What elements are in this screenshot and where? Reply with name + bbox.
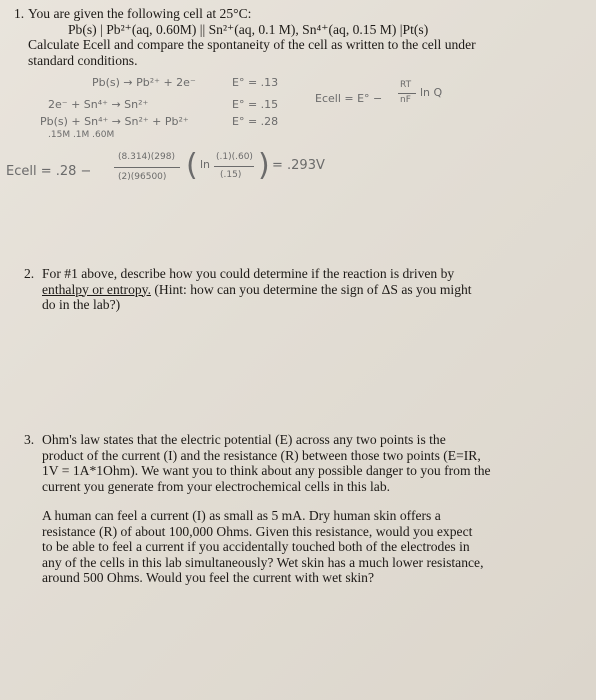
q1-instruction-line: Calculate Ecell and compare the spontaneity of the cell as written to the cell under xyxy=(28,37,476,52)
calc-ln: ln xyxy=(200,158,211,171)
question-number: 2. xyxy=(24,266,35,281)
q1-instruction-line: standard conditions. xyxy=(28,52,138,68)
question-text xyxy=(42,432,582,586)
overall-potential: E° = .28 xyxy=(232,115,279,128)
half-reaction-1: Pb(s) → Pb²⁺ + 2e⁻ xyxy=(92,76,196,89)
q1-intro: You are given the following cell at 25°C: xyxy=(28,6,252,21)
calc-q-numerator: (.1)(.60) xyxy=(216,152,253,162)
question-number: 1. xyxy=(14,6,25,21)
q2-line-2: enthalpy or entropy. (Hint: how can you determine the sign of ΔS as you might xyxy=(42,281,472,297)
underlined-phrase: enthalpy or entropy. xyxy=(42,281,151,297)
q3-paragraph-1: Ohm's law states that the electric potential (E) across any two points is the product of the current (I) and the resistance (R) between those two points (E=IR, 1V = 1A*1Ohm). We want you to think about any possible danger to you from the current you generate from your electrochemical cells in this lab. xyxy=(42,432,491,494)
question-number: 3. xyxy=(24,432,35,447)
concentrations: .15M .1M .60M xyxy=(48,130,115,140)
calc-result: = .293V xyxy=(272,158,325,173)
calc-lhs: Ecell = .28 − xyxy=(6,164,92,179)
nernst-fraction-line xyxy=(398,93,416,94)
calc-denominator: (2)(96500) xyxy=(118,172,167,182)
question-text xyxy=(42,266,582,313)
open-paren: ( xyxy=(186,148,198,183)
q3-paragraph-2: A human can feel a current (I) as small as 5 mA. Dry human skin offers a resistance (R) of about 100,000 Ohms. Given this resistance, would you expect to be able to feel a current if you accidentally touched both of the electrodes in any of the cells in this lab simultaneously? Wet skin has a much lower resistance, around 500 Ohms. Would you feel the current with wet skin? xyxy=(42,508,484,585)
question-text xyxy=(28,6,582,68)
half-reaction-2: 2e⁻ + Sn⁴⁺ → Sn²⁺ xyxy=(48,98,149,111)
half-reaction-1-potential: E° = .13 xyxy=(232,76,279,89)
nernst-nf: nF xyxy=(400,95,411,105)
calc-q-denominator: (.15) xyxy=(220,170,242,180)
q2-line: do in the lab?) xyxy=(42,297,121,312)
calc-fraction-line xyxy=(114,167,180,168)
close-paren: ) xyxy=(258,148,270,183)
calc-numerator: (8.314)(298) xyxy=(118,152,175,162)
nernst-lnq: ln Q xyxy=(420,86,443,99)
q2-line: For #1 above, describe how you could determine if the reaction is driven by xyxy=(42,266,455,281)
q1-cell-notation: Pb(s) | Pb²⁺(aq, 0.60M) || Sn²⁺(aq, 0.1 M), Sn⁴⁺(aq, 0.15 M) |Pt(s) xyxy=(68,21,429,37)
nernst-lhs: Ecell = E° − xyxy=(315,92,383,105)
calc-q-fraction-line xyxy=(214,166,254,167)
half-reaction-2-potential: E° = .15 xyxy=(232,98,279,111)
overall-reaction: Pb(s) + Sn⁴⁺ → Sn²⁺ + Pb²⁺ xyxy=(40,115,189,128)
nernst-rt: RT xyxy=(400,80,412,90)
